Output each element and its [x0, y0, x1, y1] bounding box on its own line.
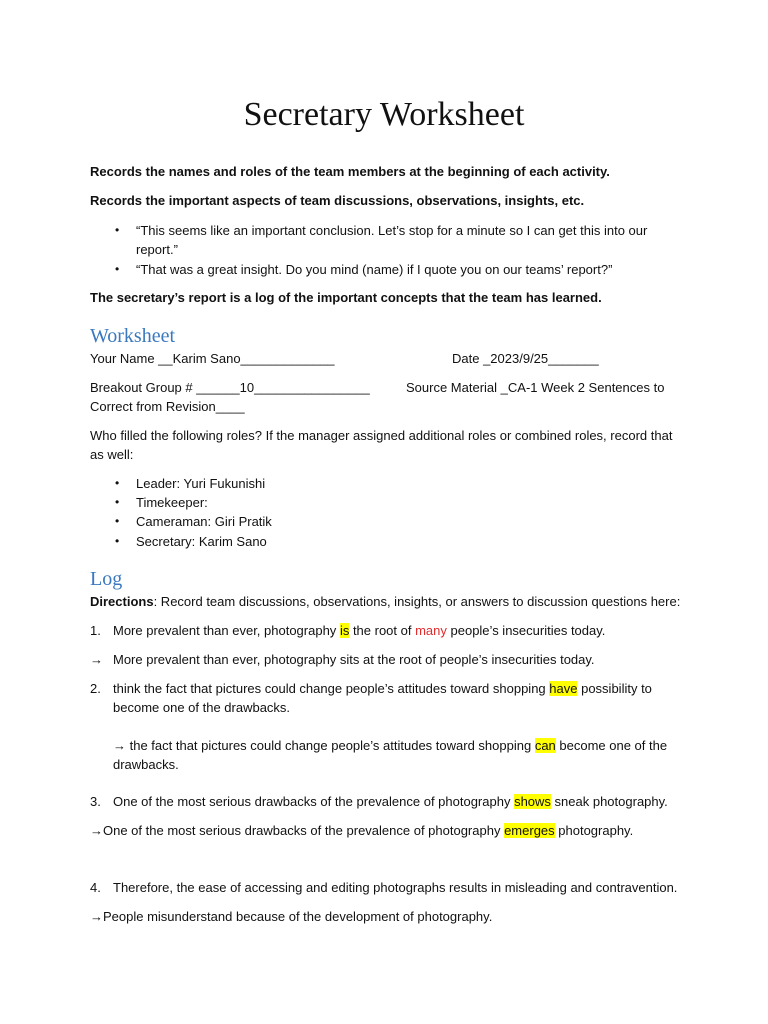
text-segment: the root of [349, 623, 416, 638]
log-item-4-fix: →People misunderstand because of the development of photography. [90, 909, 493, 924]
bullet-icon: • [115, 262, 120, 276]
log-heading: Log [90, 568, 123, 590]
text-segment: →One of the most serious drawbacks of the prevalence of photography [90, 823, 505, 838]
log-item-1-number: 1. [90, 623, 101, 638]
log-item-2-number: 2. [90, 681, 101, 696]
roles-question-line-1: Who filled the following roles? If the manager assigned additional roles or combined roles, record that [90, 428, 673, 443]
highlighted-word: is [339, 623, 350, 638]
role-leader: Leader: Yuri Fukunishi [136, 476, 266, 491]
arrow-icon: → [90, 652, 103, 667]
role-secretary: Secretary: Karim Sano [136, 534, 267, 549]
intro-line-2: Records the important aspects of team discussions, observations, insights, etc. [90, 193, 585, 208]
log-item-2-line-2: become one of the drawbacks. [113, 700, 291, 715]
bullet-icon: • [115, 223, 120, 237]
log-item-2-fix-line-2: drawbacks. [113, 757, 179, 772]
directions-label: Directions [90, 594, 154, 609]
log-item-4-number: 4. [90, 880, 101, 895]
log-item-2-line-1 [113, 679, 652, 698]
text-segment: think the fact that pictures could change people’s attitudes toward shopping [113, 681, 550, 696]
text-segment: possibility to [577, 681, 652, 696]
worksheet-heading: Worksheet [90, 325, 176, 347]
highlighted-word: have [549, 681, 578, 696]
highlighted-word: can [534, 738, 556, 753]
intro-line-1: Records the names and roles of the team members at the beginning of each activity. [90, 164, 610, 179]
log-item-3-fix [90, 821, 633, 840]
source-line: Source Material _CA-1 Week 2 Sentences to [406, 380, 665, 395]
bullet-icon: • [115, 476, 120, 490]
roles-question-line-2: as well: [90, 447, 134, 462]
name-line: Your Name __Karim Sano_____________ [90, 351, 335, 366]
page-title: Secretary Worksheet [243, 96, 525, 133]
text-segment: → the fact that pictures could change people’s attitudes toward shopping [113, 738, 535, 753]
role-timekeeper: Timekeeper: [136, 495, 208, 510]
text-segment: More prevalent than ever, photography [113, 623, 340, 638]
text-segment: people’s insecurities today. [446, 623, 606, 638]
log-item-3 [113, 792, 668, 811]
text-segment: One of the most serious drawbacks of the prevalence of photography [113, 794, 515, 809]
bullet-icon: • [115, 514, 120, 528]
text-segment: sneak photography. [550, 794, 668, 809]
bullet-icon: • [115, 495, 120, 509]
quote-1-line-1: “This seems like an important conclusion. Let’s stop for a minute so I can get this into our [136, 223, 648, 238]
directions [90, 592, 680, 611]
log-item-1-fix: More prevalent than ever, photography sits at the root of people’s insecurities today. [113, 652, 595, 667]
source-line-2: Correct from Revision____ [90, 399, 245, 414]
red-word: many [415, 623, 447, 638]
log-item-4: Therefore, the ease of accessing and editing photographs results in misleading and contravention. [113, 880, 678, 895]
highlighted-word: emerges [504, 823, 555, 838]
directions-text: : Record team discussions, observations, insights, or answers to discussion questions here: [153, 594, 681, 609]
bullet-icon: • [115, 534, 120, 548]
text-segment: become one of the [555, 738, 668, 753]
log-item-2-fix-line-1 [113, 736, 667, 755]
intro-summary: The secretary’s report is a log of the important concepts that the team has learned. [90, 290, 602, 305]
log-item-3-number: 3. [90, 794, 101, 809]
quote-1-line-2: report.” [136, 242, 178, 257]
highlighted-word: shows [514, 794, 551, 809]
quote-2: “That was a great insight. Do you mind (name) if I quote you on our teams’ report?” [136, 262, 613, 277]
log-item-1 [113, 621, 605, 640]
date-line: Date _2023/9/25_______ [452, 351, 599, 366]
text-segment: photography. [554, 823, 634, 838]
group-line: Breakout Group # ______10________________ [90, 380, 370, 395]
role-cameraman: Cameraman: Giri Pratik [136, 514, 272, 529]
